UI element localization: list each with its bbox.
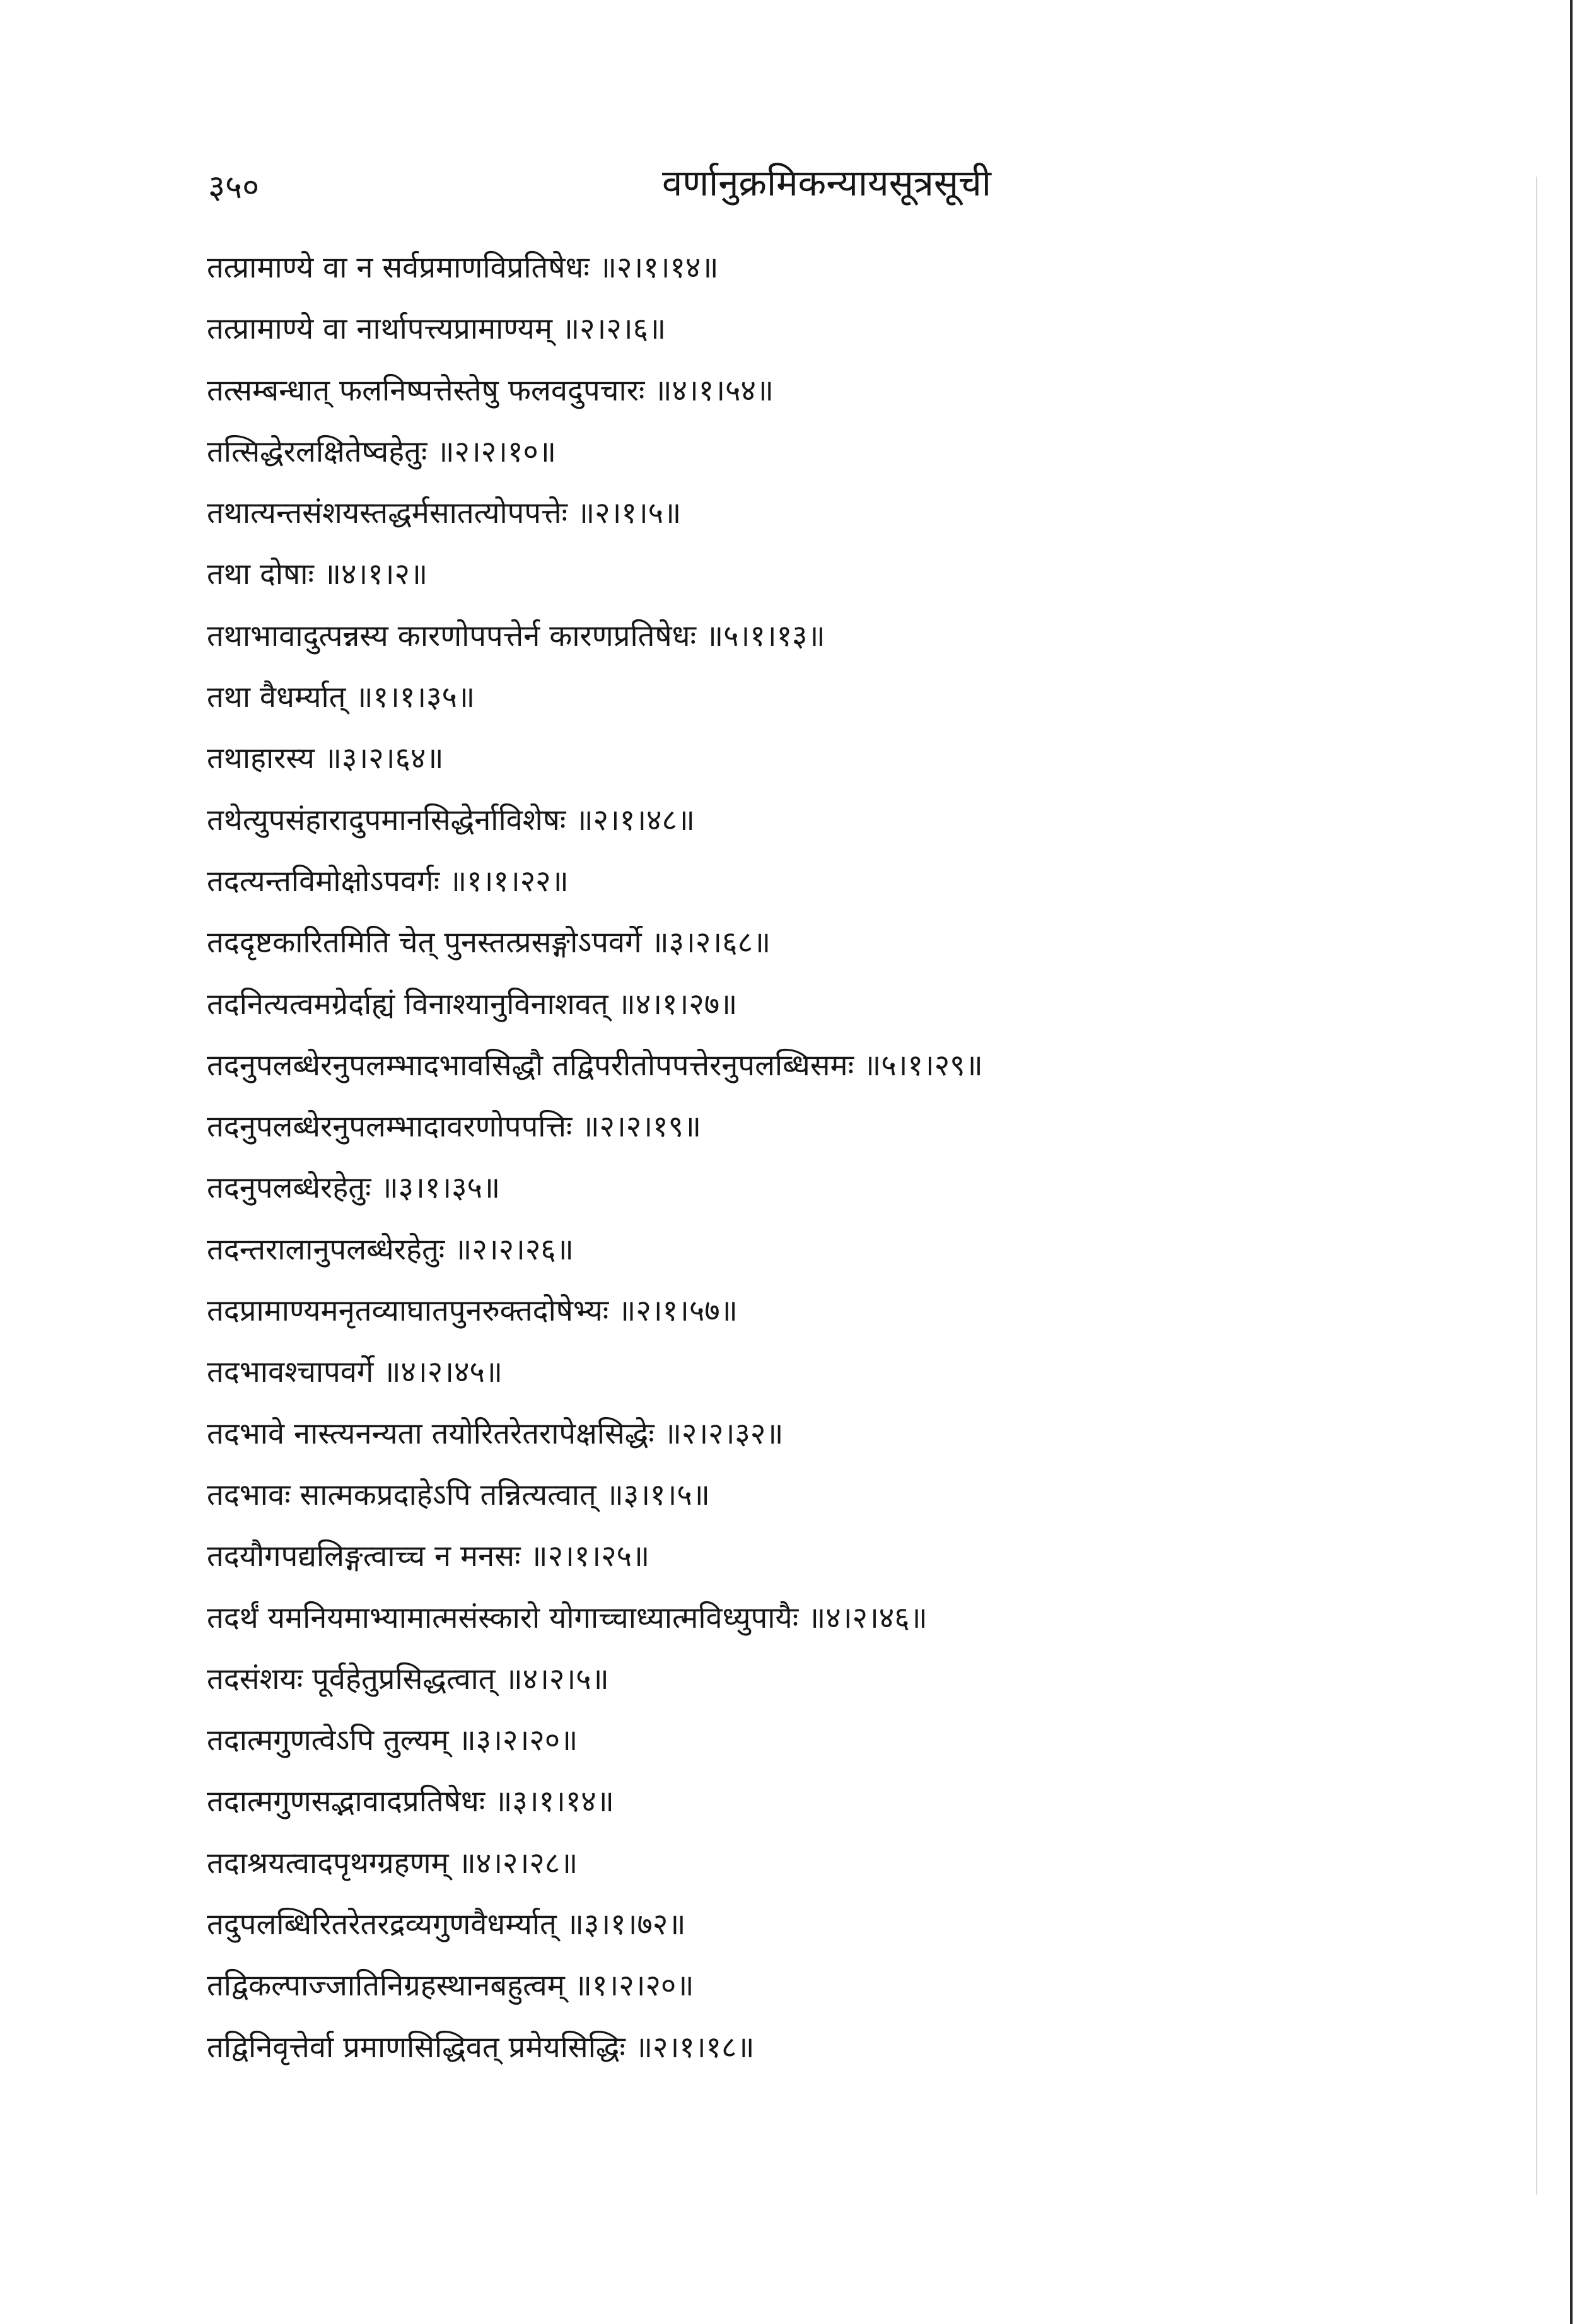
page-edge-line (1570, 0, 1573, 2324)
sutra-entry: तदभावे नास्त्यनन्यता तयोरितरेतरापेक्षसिद्धेः ॥२।२।३२॥ (207, 1416, 784, 1451)
sutra-entry: तदनुपलब्धेरनुपलम्भादभावसिद्धौ तद्विपरीतोपपत्तेरनुपलब्धिसमः ॥५।१।२९॥ (207, 1048, 983, 1083)
sutra-entry: तत्सिद्धेरलक्षितेष्वहेतुः ॥२।२।१०॥ (207, 434, 557, 469)
page-number: ३५० (208, 168, 260, 206)
sutra-entry: तथा वैधर्म्यात् ॥१।१।३५॥ (207, 680, 475, 715)
sutra-entry: तदन्तरालानुपलब्धेरहेतुः ॥२।२।२६॥ (207, 1232, 574, 1267)
sutra-entry: तत्प्रामाण्ये वा न सर्वप्रमाणविप्रतिषेधः ॥२।१।१४॥ (207, 250, 719, 285)
sutra-entry: तददृष्टकारितमिति चेत् पुनस्तत्प्रसङ्गोऽपवर्गे ॥३।२।६८॥ (207, 925, 771, 961)
sutra-entry: तदप्रामाण्यमनृतव्याघातपुनरुक्तदोषेभ्यः ॥२।१।५७॥ (207, 1293, 738, 1329)
sutra-index-list (207, 246, 1499, 2087)
sutra-entry: तथा दोषाः ॥४।१।२॥ (207, 557, 428, 592)
sutra-entry: तथेत्युपसंहारादुपमानसिद्धेर्नाविशेषः ॥२।१।४८॥ (207, 802, 695, 838)
page-shadow-line (1536, 177, 1537, 2195)
sutra-entry: तदुपलब्धिरितरेतरद्रव्यगुणवैधर्म्यात् ॥३।१।७२॥ (207, 1907, 686, 1942)
sutra-entry: तत्सम्बन्धात् फलनिष्पत्तेस्तेषु फलवदुपचारः ॥४।१।५४॥ (207, 373, 774, 408)
sutra-entry: तदर्थं यमनियमाभ्यामात्मसंस्कारो योगाच्चाध्यात्मविध्युपायैः ॥४।२।४६॥ (207, 1600, 928, 1635)
sutra-entry: तदनुपलब्धेरहेतुः ॥३।१।३५॥ (207, 1171, 501, 1206)
sutra-entry: तदाश्रयत्वादपृथग्ग्रहणम् ॥४।२।२८॥ (207, 1845, 578, 1881)
sutra-entry: तदयौगपद्यलिङ्गत्वाच्च न मनसः ॥२।१।२५॥ (207, 1539, 650, 1574)
sutra-entry: तदभावः सात्मकप्रदाहेऽपि तन्नित्यत्वात् ॥३।१।५॥ (207, 1477, 710, 1512)
sutra-entry: तथात्यन्तसंशयस्तद्धर्मसातत्योपपत्तेः ॥२।१।५॥ (207, 496, 682, 531)
sutra-entry: तदात्मगुणसद्भावादप्रतिषेधः ॥३।१।१४॥ (207, 1784, 614, 1819)
sutra-entry: तदभावश्चापवर्गे ॥४।२।४५॥ (207, 1355, 503, 1390)
sutra-entry: तत्प्रामाण्ये वा नार्थापत्त्यप्रामाण्यम् ॥२।२।६॥ (207, 312, 666, 347)
sutra-entry: तथाभावादुत्पन्नस्य कारणोपपत्तेर्न कारणप्रतिषेधः ॥५।१।१३॥ (207, 618, 825, 653)
sutra-entry: तद्विनिवृत्तेर्वा प्रमाणसिद्धिवत् प्रमेयसिद्धिः ॥२।१।१८॥ (207, 2029, 755, 2065)
sutra-entry: तदनुपलब्धेरनुपलम्भादावरणोपपत्तिः ॥२।२।१९॥ (207, 1109, 702, 1145)
sutra-entry: तदत्यन्तविमोक्षोऽपवर्गः ॥१।१।२२॥ (207, 863, 569, 899)
sutra-entry: तदात्मगुणत्वेऽपि तुल्यम् ॥३।२।२०॥ (207, 1723, 578, 1758)
sutra-entry: तदनित्यत्वमग्रेर्दाह्यं विनाश्यानुविनाशवत् ॥४।१।२७॥ (207, 986, 738, 1022)
sutra-entry: तदसंशयः पूर्वहेतुप्रसिद्धत्वात् ॥४।२।५॥ (207, 1661, 609, 1696)
page-title: वर्णानुक्रमिकन्यायसूत्रसूची (662, 161, 991, 204)
sutra-entry: तद्विकल्पाज्जातिनिग्रहस्थानबहुत्वम् ॥१।२।२०॥ (207, 1968, 694, 2004)
sutra-entry: तथाहारस्य ॥३।२।६४॥ (207, 741, 444, 776)
